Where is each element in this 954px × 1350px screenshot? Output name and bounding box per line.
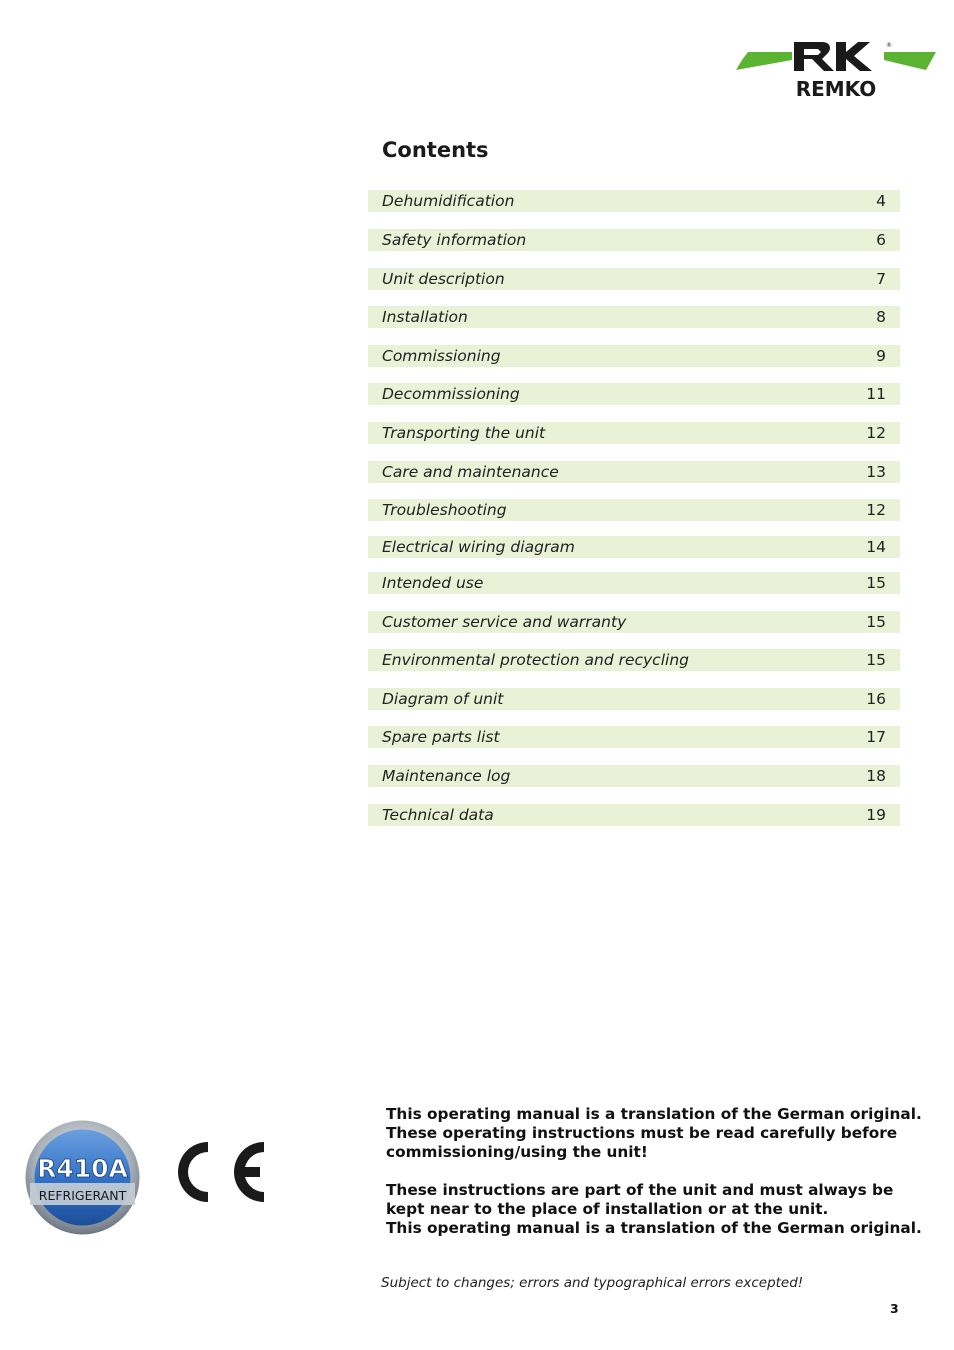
- notice-line: These operating instructions must be read carefully before: [386, 1124, 898, 1143]
- toc-entry-label: Electrical wiring diagram: [382, 538, 575, 556]
- toc-entry-page: 9: [876, 347, 886, 365]
- toc-entry-label: Environmental protection and recycling: [382, 651, 689, 669]
- notice-line: commissioning/using the unit!: [386, 1143, 648, 1162]
- ce-mark-icon: [170, 1136, 266, 1208]
- toc-entry-page: 15: [866, 651, 886, 669]
- remko-logo: [734, 38, 938, 102]
- toc-entry[interactable]: [368, 572, 900, 594]
- toc-entry-page: 15: [866, 613, 886, 631]
- toc-entry[interactable]: [368, 190, 900, 212]
- toc-entry-page: 16: [866, 690, 886, 708]
- toc-entry-page: 14: [866, 538, 886, 556]
- operating-manual-notice: [386, 1105, 922, 1238]
- notice-line: These instructions are part of the unit and must always be: [386, 1180, 894, 1199]
- toc-entry-page: 17: [866, 728, 886, 746]
- svg-text:®: ®: [886, 42, 892, 49]
- contents-title: Contents: [382, 138, 489, 162]
- toc-entry-label: Safety information: [382, 231, 527, 249]
- toc-entry-label: Dehumidification: [382, 192, 515, 210]
- toc-entry[interactable]: [368, 536, 900, 558]
- toc-entry-label: Maintenance log: [382, 767, 511, 785]
- toc-entry[interactable]: [368, 765, 900, 787]
- toc-entry-label: Commissioning: [382, 347, 501, 365]
- toc-entry[interactable]: [368, 804, 900, 826]
- toc-entry-label: Decommissioning: [382, 385, 520, 403]
- toc-entry[interactable]: [368, 306, 900, 328]
- toc-entry-page: 15: [866, 574, 886, 592]
- toc-entry-label: Spare parts list: [382, 728, 500, 746]
- toc-entry[interactable]: [368, 383, 900, 405]
- toc-entry-page: 4: [876, 192, 886, 210]
- toc-entry-label: Technical data: [382, 806, 494, 824]
- toc-entry-page: 12: [866, 424, 886, 442]
- toc-entry-label: Intended use: [382, 574, 484, 592]
- toc-entry-label: Diagram of unit: [382, 690, 504, 708]
- toc-entry[interactable]: [368, 268, 900, 290]
- toc-entry[interactable]: [368, 422, 900, 444]
- toc-entry[interactable]: [368, 726, 900, 748]
- toc-entry-page: 8: [876, 308, 886, 326]
- toc-entry-label: Installation: [382, 308, 468, 326]
- toc-entry-page: 18: [866, 767, 886, 785]
- page-number: 3: [890, 1301, 899, 1316]
- toc-entry-page: 12: [866, 501, 886, 519]
- toc-entry[interactable]: [368, 499, 900, 521]
- toc-entry-page: 11: [866, 385, 886, 403]
- notice-line: kept near to the place of installation or at the unit.: [386, 1199, 829, 1218]
- toc-entry-label: Troubleshooting: [382, 501, 507, 519]
- toc-entry-label: Customer service and warranty: [382, 613, 627, 631]
- refrigerant-code: R410A: [37, 1154, 128, 1183]
- disclaimer: Subject to changes; errors and typographical errors excepted!: [381, 1275, 804, 1291]
- r410a-refrigerant-badge: [24, 1119, 141, 1236]
- toc-entry-label: Unit description: [382, 270, 505, 288]
- refrigerant-label: REFRIGERANT: [38, 1188, 127, 1203]
- toc-entry-page: 13: [866, 463, 886, 481]
- notice-line: This operating manual is a translation of the German original.: [386, 1105, 922, 1123]
- toc-entry-page: 7: [876, 270, 886, 288]
- logo-text: REMKO: [795, 77, 877, 101]
- notice-line: This operating manual is a translation of the German original.: [386, 1219, 922, 1238]
- toc-entry-label: Transporting the unit: [382, 424, 546, 442]
- toc-entry[interactable]: [368, 611, 900, 633]
- toc-entry[interactable]: [368, 229, 900, 251]
- toc-entry-page: 6: [876, 231, 886, 249]
- toc-entry-label: Care and maintenance: [382, 463, 559, 481]
- toc-entry[interactable]: [368, 688, 900, 710]
- toc-entry-page: 19: [866, 806, 886, 824]
- toc-entry[interactable]: [368, 345, 900, 367]
- toc-entry[interactable]: [368, 461, 900, 483]
- toc-entry[interactable]: [368, 649, 900, 671]
